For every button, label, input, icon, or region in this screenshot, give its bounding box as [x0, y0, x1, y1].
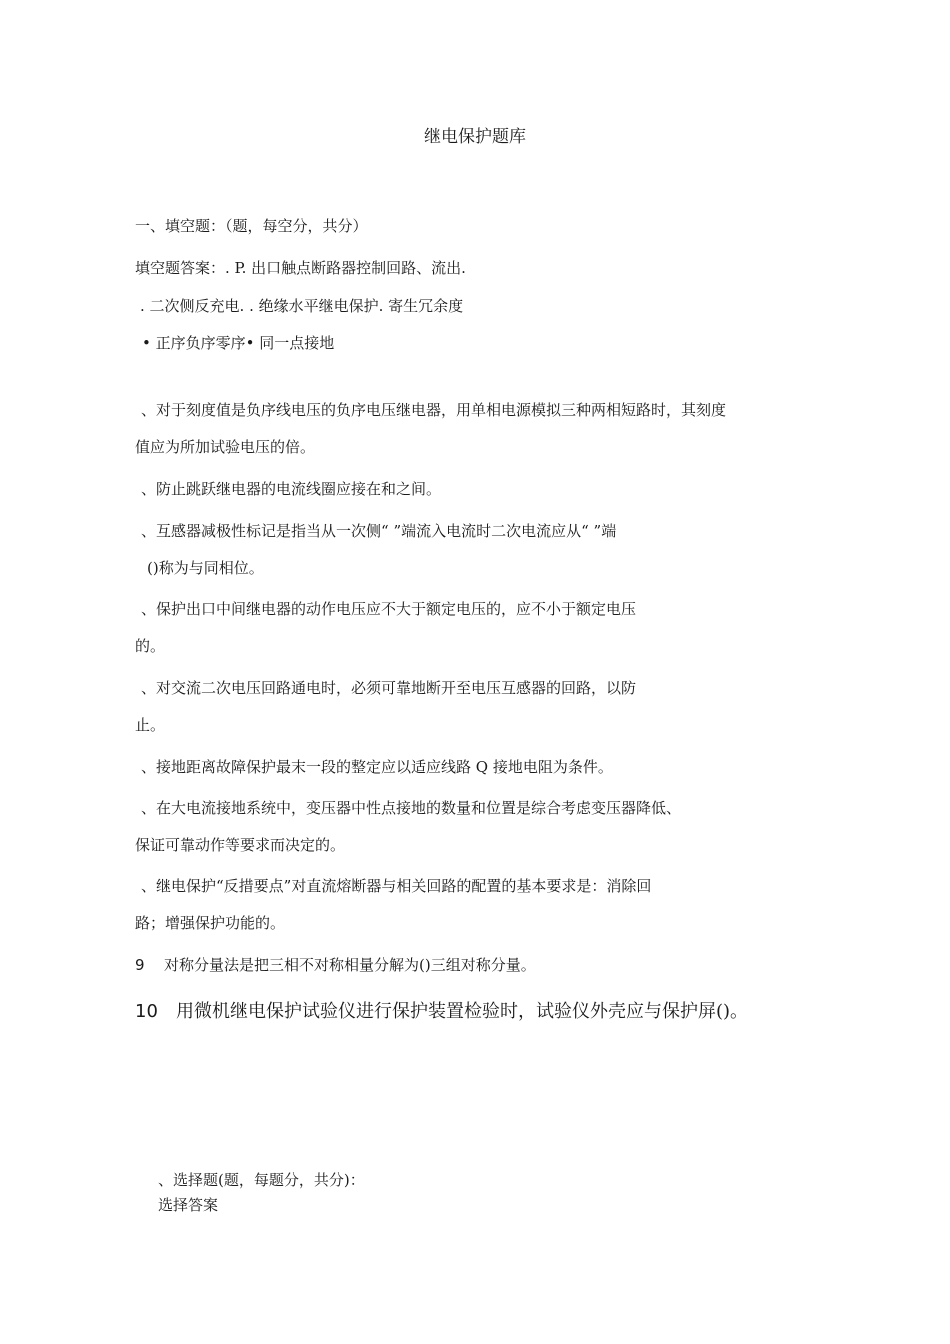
answer-line-1: 填空题答案：. P. 出口触点断路器控制回路、流出.	[135, 259, 466, 277]
question-9-number: 9	[135, 956, 145, 974]
question-8-line-1: 、继电保护“反措要点”对直流熔断器与相关回路的配置的基本要求是：消除回	[141, 877, 652, 895]
answer-line-2: . 二次侧反充电. . 绝缘水平继电保护. 寄生冗余度	[140, 297, 464, 315]
section2-heading: 、选择题(题，每题分，共分)：	[158, 1171, 365, 1189]
question-3-line-2: ()称为与同相位。	[147, 559, 264, 577]
question-10-text: 用微机继电保护试验仪进行保护装置检验时，试验仪外壳应与保护屏()。	[176, 1001, 749, 1022]
question-10	[135, 1002, 748, 1022]
question-9	[135, 955, 536, 975]
question-2: 、防止跳跃继电器的电流线圈应接在和之间。	[141, 480, 442, 498]
question-4-line-2: 的。	[135, 637, 166, 655]
question-1-line-1: 、对于刻度值是负序线电压的负序电压继电器，用单相电源模拟三种两相短路时，其刻度	[141, 401, 727, 419]
question-3-line-1: 、互感器减极性标记是指当从一次侧“ ”端流入电流时二次电流应从“ ”端	[141, 522, 617, 540]
answer-line-3: • 正序负序零序• 同一点接地	[142, 334, 335, 352]
question-6: 、接地距离故障保护最末一段的整定应以适应线路 Q 接地电阻为条件。	[141, 758, 613, 776]
question-8-line-2: 路；增强保护功能的。	[135, 914, 286, 932]
section2-answer-label: 选择答案	[158, 1196, 219, 1214]
question-5-line-1: 、对交流二次电压回路通电时，必须可靠地断开至电压互感器的回路，以防	[141, 679, 637, 697]
question-1-line-2: 值应为所加试验电压的倍。	[135, 438, 316, 456]
question-9-text: 对称分量法是把三相不对称相量分解为()三组对称分量。	[164, 956, 536, 974]
question-10-number: 10	[135, 1001, 158, 1022]
question-5-line-2: 止。	[135, 716, 166, 734]
question-7-line-2: 保证可靠动作等要求而决定的。	[135, 836, 346, 854]
question-4-line-1: 、保护出口中间继电器的动作电压应不大于额定电压的，应不小于额定电压	[141, 600, 637, 618]
section1-heading: 一、填空题：（题，每空分，共分）	[135, 217, 368, 235]
question-7-line-1: 、在大电流接地系统中，变压器中性点接地的数量和位置是综合考虑变压器降低、	[141, 799, 682, 817]
document-title: 继电保护题库	[424, 127, 526, 147]
